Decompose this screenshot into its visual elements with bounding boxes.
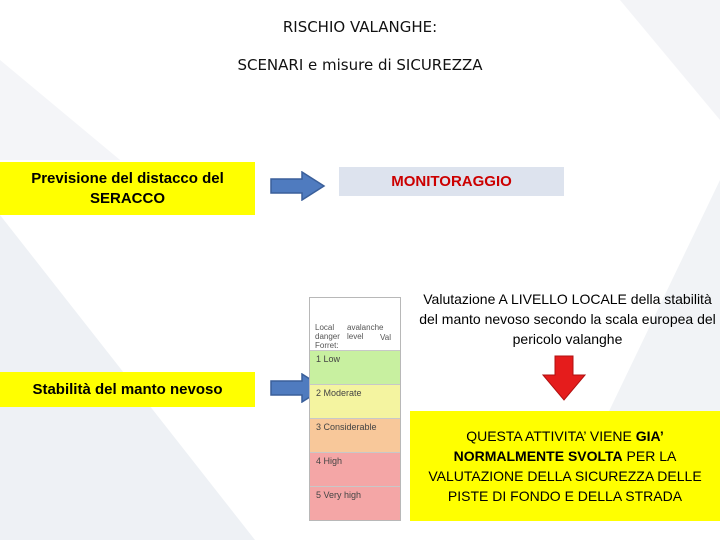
stabilita-box: Stabilità del manto nevoso [0, 372, 255, 407]
monitoraggio-box: MONITORAGGIO [339, 167, 564, 196]
attivita-box [410, 411, 720, 521]
scale-level-3: 3 Considerable [310, 418, 400, 452]
title-line-1: RISCHIO VALANGHE: [282, 18, 438, 36]
avalanche-danger-scale [309, 297, 401, 521]
scale-level-5: 5 Very high [310, 486, 400, 520]
attivita-text-part2: PER LA VALUTAZIONE DELLA SICUREZZA DELLE PISTE DI FONDO E DELLA STRADA [428, 448, 702, 504]
scale-header-col1: Local danger Forret: [315, 323, 340, 350]
attivita-text [418, 426, 712, 506]
attivita-text-part1: QUESTA ATTIVITA’ VIENE [466, 428, 636, 444]
arrow-down-icon [542, 355, 586, 401]
title-line-2: SCENARI e misure di SICUREZZA [237, 56, 483, 74]
scale-level-2: 2 Moderate [310, 384, 400, 418]
scale-header-col3: Val [380, 333, 391, 342]
scale-level-1: 1 Low [310, 350, 400, 384]
scale-header-col2: avalanche level [347, 323, 384, 341]
scale-header [310, 298, 400, 350]
seracco-box: Previsione del distacco del SERACCO [0, 162, 255, 215]
attivita-text-bold: GIA’ NORMALMENTE SVOLTA [453, 428, 664, 464]
scale-level-4: 4 High [310, 452, 400, 486]
arrow-right-icon [270, 171, 326, 201]
valutazione-text: Valutazione A LIVELLO LOCALE della stabilità del manto nevoso secondo la scala europea del pericolo valanghe [419, 291, 716, 347]
